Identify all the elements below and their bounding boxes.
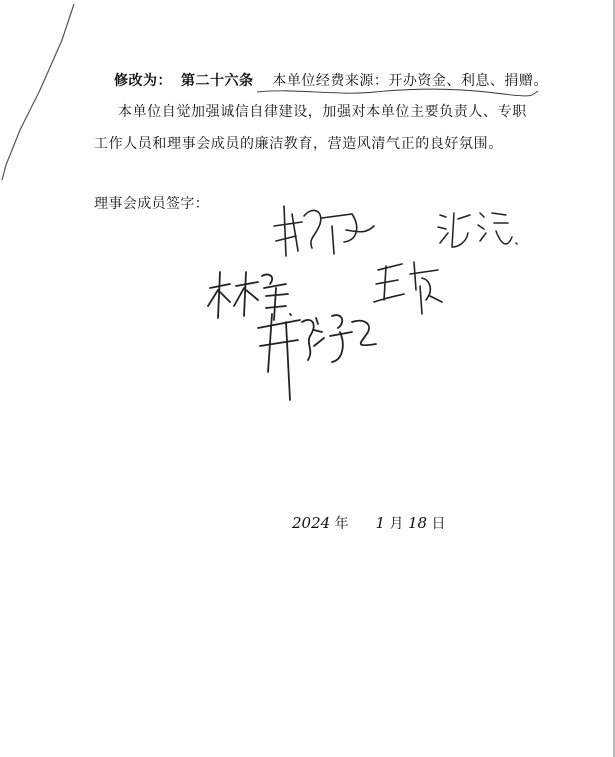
handwritten-underline [255, 86, 540, 100]
signature-4 [372, 256, 452, 316]
paragraph-line-1: 本单位自觉加强诚信自律建设，加强对本单位主要负责人、专职 [118, 104, 527, 120]
date-month: 1 [375, 514, 386, 532]
date-year: 2024 [292, 514, 331, 532]
date-day-unit: 日 [431, 516, 446, 532]
date-year-unit: 年 [334, 516, 349, 532]
signing-date [292, 513, 446, 533]
signature-2 [436, 203, 521, 258]
amendment-text: 本单位经费来源：开办资金、利息、捐赠。 [272, 73, 548, 89]
signature-1 [262, 196, 382, 266]
article-number: 第二十六条 [180, 73, 254, 89]
page-fold-line [0, 0, 80, 200]
date-day: 18 [408, 514, 428, 532]
paragraph-line-2: 工作人员和理事会成员的廉洁教育，营造风清气正的良好氛围。 [94, 136, 503, 152]
amendment-label: 修改为： [114, 73, 172, 89]
signature-5 [252, 302, 382, 404]
signature-label: 理事会成员签字： [94, 196, 210, 212]
date-month-unit: 月 [389, 516, 404, 532]
